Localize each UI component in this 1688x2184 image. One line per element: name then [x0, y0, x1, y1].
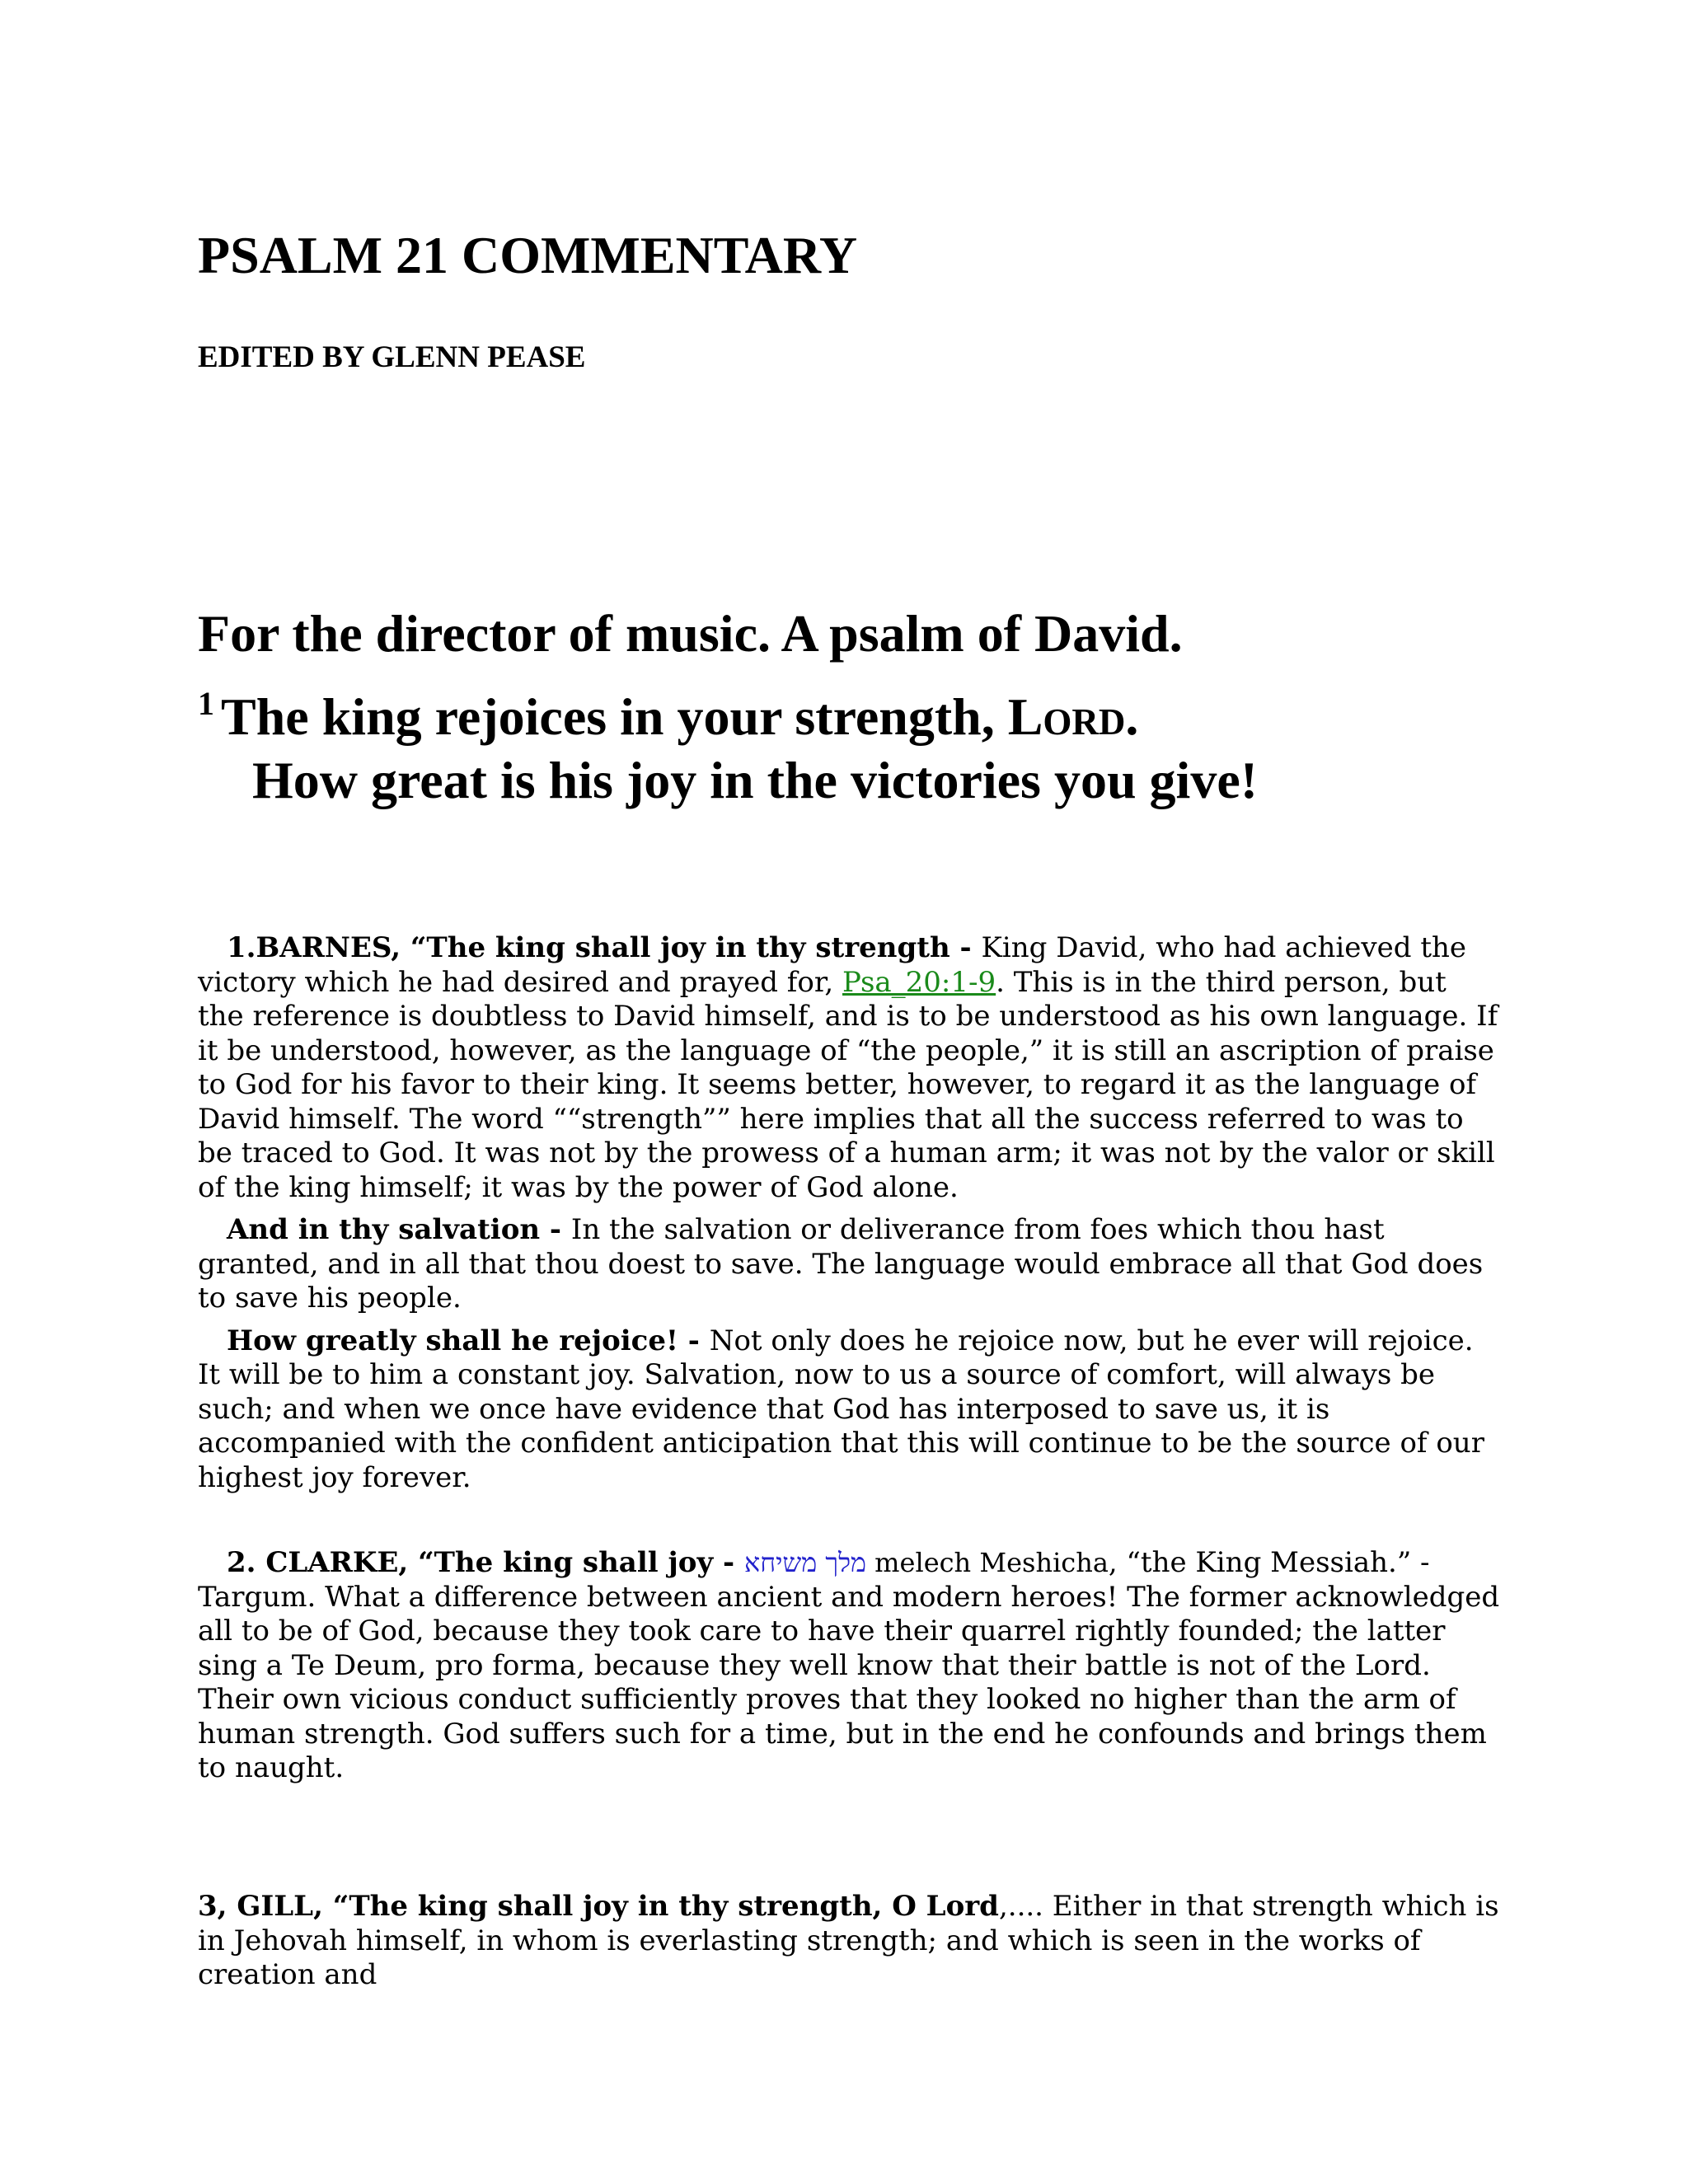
barnes-paragraph-3 [198, 1324, 1500, 1496]
editor-credit: EDITED BY GLENN PEASE [198, 340, 586, 374]
scripture-reference-link[interactable]: Psa_20:1-9 [842, 965, 996, 999]
verse-1-line-2: How great is his joy in the victories you give! [252, 751, 1259, 809]
barnes-label: 1.BARNES, “The king shall joy in thy strength - [227, 931, 982, 964]
transliteration: melech Meshicha [866, 1547, 1109, 1578]
gill-paragraph [198, 1890, 1500, 1993]
barnes-subhead-salvation: And in thy salvation - [227, 1213, 571, 1246]
barnes-text-rejoice: Not only does he rejoice now, but he ever will rejoice. It will be to him a constant joy. Salvation, now to us a source of comfort, will always be such; and when we once have evidence that God has interposed to save us, it is accompanied with the confident anticipation that this will continue to be the source of our highest joy forever. [198, 1324, 1484, 1494]
clarke-commentary [198, 1546, 1500, 1794]
hebrew-text: מלך משיחא [744, 1547, 866, 1578]
barnes-text-salvation: In the salvation or deliverance from foes which thou hast granted, and in all that thou doest to save. The language would embrace all that God does to save his people. [198, 1213, 1484, 1315]
clarke-paragraph [198, 1546, 1500, 1786]
barnes-paragraph-1 [198, 931, 1500, 1205]
verse-1-line-1 [198, 685, 1139, 746]
verse-1-text-b: . [1125, 687, 1139, 746]
gill-label: 3, GILL, “The king shall joy in thy strength, O Lord [198, 1890, 999, 1923]
barnes-commentary [198, 931, 1500, 1503]
verse-number: 1 [198, 685, 214, 722]
verse-1-text-a: The king rejoices in your strength, [221, 687, 1008, 746]
barnes-text-b: . This is in the third person, but the reference is doubtless to David himself, and is to be understood as his own language. If it be understood, however, as the language of “the people,” it is still an ascription of praise to God for his favor to their king. It seems better, however, to regard it as the language of David himself. The word ““strength”” here implies that all the success referred to was to be traced to God. It was not by the prowess of a human arm; it was not by the valor or skill of the king himself; it was by the power of God alone. [198, 965, 1498, 1204]
gill-text: ,.... Either in that strength which is in Jehovah himself, in whom is everlasting strength; and which is seen in the works of creation and [198, 1890, 1499, 1991]
document-title: PSALM 21 COMMENTARY [198, 226, 858, 284]
gill-commentary [198, 1890, 1500, 2001]
barnes-text-a: King David, who had achieved the victory which he had desired and prayed for, [198, 931, 1466, 999]
barnes-paragraph-2 [198, 1213, 1500, 1316]
barnes-subhead-rejoice: How greatly shall he rejoice! - [227, 1324, 710, 1357]
clarke-label: 2. CLARKE, “The king shall joy - [227, 1546, 745, 1579]
lord-small-caps: Lord [1007, 687, 1126, 746]
psalm-superscription: For the director of music. A psalm of David. [198, 604, 1183, 663]
clarke-text: , “the King Messiah.” - Targum. What a difference between ancient and modern heroes! The former acknowledged all to be of God, because they took care to have their quarrel rightly founded; the latter sing a Te Deum, pro forma, because they well know that their battle is not of the Lord. Their own vicious conduct sufficiently proves that they looked no higher than the arm of human strength. God suffers such for a time, but in the end he confounds and brings them to naught. [198, 1546, 1500, 1784]
